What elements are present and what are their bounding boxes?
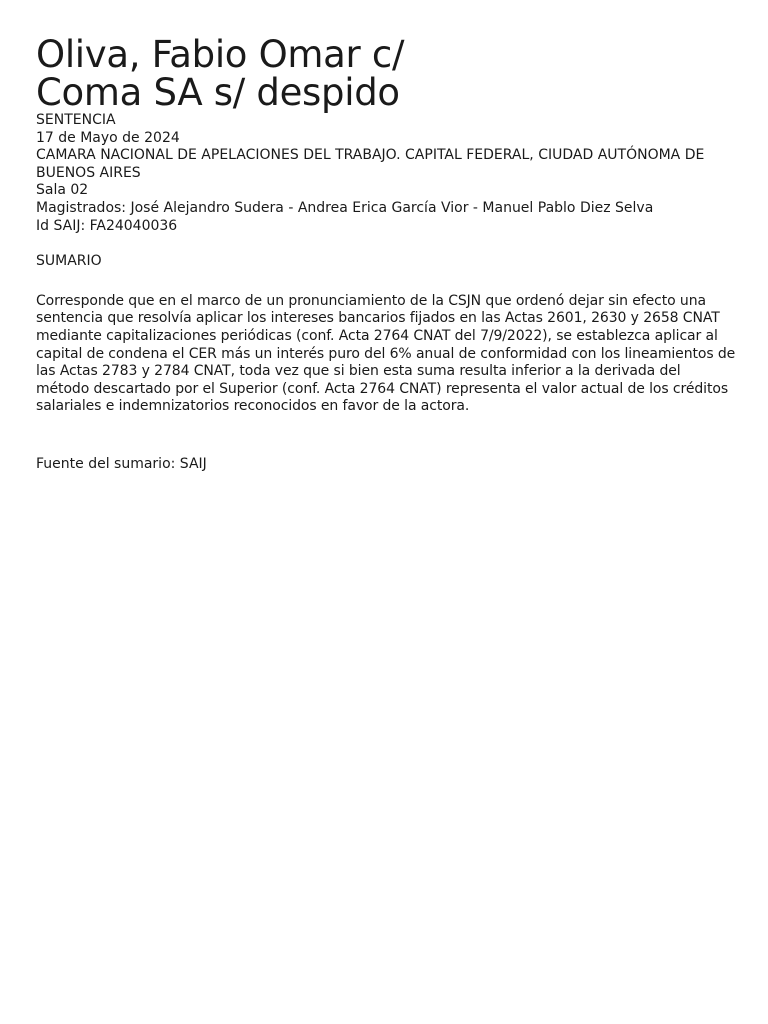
court-name: CAMARA NACIONAL DE APELACIONES DEL TRABAJO. CAPITAL FEDERAL, CIUDAD AUTÓNOMA DE BUENOS AIRES — [36, 147, 705, 181]
chamber: Sala 02 — [36, 182, 89, 199]
document-title — [36, 33, 736, 114]
document-date: 17 de Mayo de 2024 — [36, 129, 180, 146]
summary-source: Fuente del sumario: SAIJ — [36, 455, 207, 472]
saij-id: Id SAIJ: FA24040036 — [36, 217, 178, 234]
judges: Magistrados: José Alejandro Sudera - Andrea Erica García Vior - Manuel Pablo Diez Selva — [36, 199, 654, 216]
title-line-2: Coma SA s/ despido — [36, 71, 400, 114]
document-metadata — [36, 112, 736, 235]
summary-text: Corresponde que en el marco de un pronunciamiento de la CSJN que ordenó dejar sin efecto una sentencia que resolvía aplicar los intereses bancarios fijados en las Actas 2601, 2630 y 2658 CNAT mediante capitalizaciones periódicas (conf. Acta 2764 CNAT del 7/9/2022), se establezca aplicar al capital de condena el CER más un interés puro del 6% anual de conformidad con los lineamientos de las Actas 2783 y 2784 CNAT, toda vez que si bien esta suma resulta inferior a la derivada del método descartado por el Superior (conf. Acta 2764 CNAT) representa el valor actual de los créditos salariales e indemnizatorios reconocidos en favor de la actora. — [36, 292, 736, 415]
title-line-1: Oliva, Fabio Omar c/ — [36, 33, 405, 76]
document-page — [36, 33, 736, 474]
document-type: SENTENCIA — [36, 112, 116, 128]
summary-label: SUMARIO — [36, 253, 102, 270]
